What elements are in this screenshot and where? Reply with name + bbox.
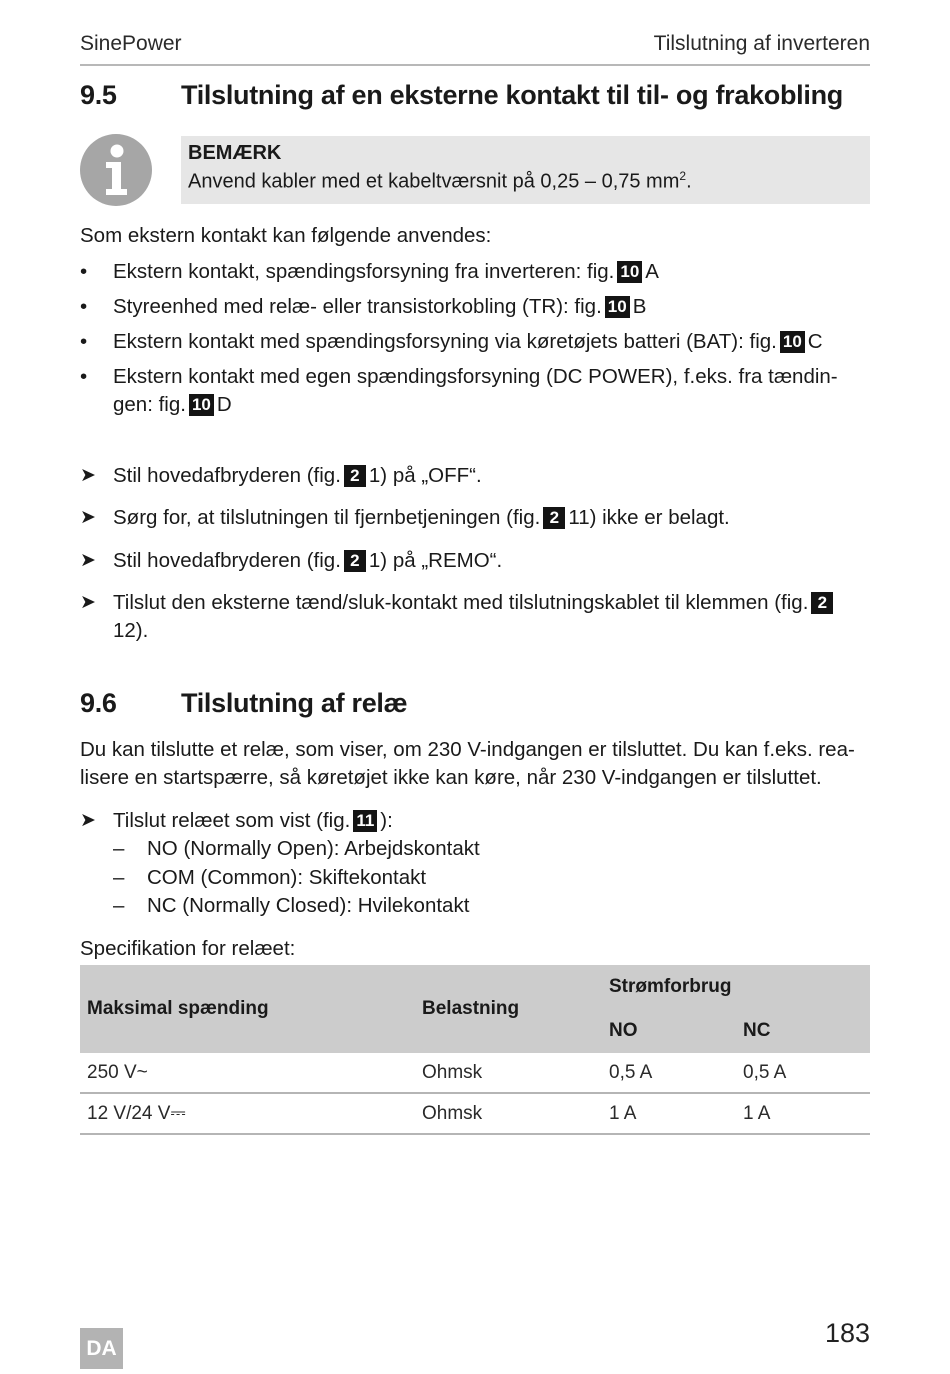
figure-ref: 10 bbox=[605, 296, 630, 318]
col-current: Strømforbrug bbox=[602, 965, 870, 1008]
intro-text: Som ekstern kontakt kan følgende anvendes: bbox=[80, 224, 492, 247]
instruction-step: ➤ Stil hovedafbryderen (fig. 2 1) på „OFF“. bbox=[80, 462, 870, 490]
instruction-step: ➤ Stil hovedafbryderen (fig. 2 1) på „REMO“. bbox=[80, 547, 870, 575]
relay-contact-list bbox=[80, 835, 870, 921]
figure-ref: 11 bbox=[353, 810, 377, 832]
cell-load: Ohmsk bbox=[415, 1093, 602, 1134]
header-chapter: Tilslutning af inverteren bbox=[653, 32, 870, 55]
table-row bbox=[80, 1053, 870, 1093]
cell-no: 1 A bbox=[602, 1093, 736, 1134]
col-load: Belastning bbox=[415, 965, 602, 1053]
section-number: 9.6 bbox=[80, 688, 117, 718]
instruction-step: ➤ Tilslut den eksterne tænd/sluk-kontakt med tilslutningskablet til klemmen (fig. 212). bbox=[80, 589, 870, 645]
cell-nc: 1 A bbox=[736, 1093, 870, 1134]
figure-ref: 2 bbox=[344, 465, 366, 487]
manual-page bbox=[80, 0, 870, 1374]
note-text: Anvend kabler med et kabeltværsnit på 0,25 – 0,75 $mm^2$. bbox=[188, 169, 692, 193]
ac-symbol: ~ bbox=[136, 1061, 148, 1083]
col-max-voltage: Maksimal spænding bbox=[80, 965, 415, 1053]
cell-no: 0,5 A bbox=[602, 1053, 736, 1093]
note-box bbox=[181, 136, 870, 204]
table-header-row bbox=[80, 965, 870, 1008]
col-no: NO bbox=[602, 1008, 736, 1053]
relay-spec-table bbox=[80, 965, 870, 1135]
note-title: BEMÆRK bbox=[188, 142, 282, 164]
running-header bbox=[80, 30, 870, 66]
page-number: 183 bbox=[824, 1318, 870, 1348]
bullet-list bbox=[80, 258, 870, 426]
table-row bbox=[80, 1093, 870, 1134]
col-nc: NC bbox=[736, 1008, 870, 1053]
list-item: • Ekstern kontakt, spændingsforsyning fra inverteren: fig. 10 A bbox=[80, 260, 659, 283]
figure-ref: 2 bbox=[811, 592, 833, 614]
header-product: SinePower bbox=[80, 32, 182, 55]
section-title: Tilslutning af relæ bbox=[181, 688, 408, 718]
arrow-icon: ➤ bbox=[80, 507, 96, 528]
note-superscript: 2 bbox=[679, 169, 687, 183]
instruction-step: ➤ Sørg for, at tilslutningen til fjernbetjeningen (fig. 2 11) ikke er belagt. bbox=[80, 504, 870, 532]
cell-nc: 0,5 A bbox=[736, 1053, 870, 1093]
figure-ref: 10 bbox=[617, 261, 642, 283]
dc-symbol: ⎓ bbox=[170, 1102, 186, 1124]
arrow-icon: ➤ bbox=[80, 465, 96, 486]
arrow-icon: ➤ bbox=[80, 810, 96, 831]
arrow-icon: ➤ bbox=[80, 592, 96, 613]
section-title: Tilslutning af en eksterne kontakt til til- og frakobling bbox=[181, 80, 843, 110]
figure-ref: 10 bbox=[189, 394, 214, 416]
list-item: • Styreenhed med relæ- eller transistorkobling (TR): fig. 10 B bbox=[80, 295, 647, 318]
list-item: – NO (Normally Open): Arbejdskontakt bbox=[113, 837, 480, 860]
list-item: – NC (Normally Closed): Hvilekontakt bbox=[113, 894, 470, 917]
list-item: • Ekstern kontakt med spændingsforsyning via køretøjets batteri (BAT): fig. 10 C bbox=[80, 330, 823, 353]
relay-intro: Du kan tilslutte et relæ, som viser, om 230 V-indgangen er tilsluttet. Du kan f.eks. rea-lisere en startspærre, så køretøjet ikke kan køre, når 230 V-indgangen er tilsluttet. bbox=[80, 738, 855, 789]
relay-step bbox=[80, 807, 870, 921]
info-icon bbox=[80, 134, 152, 206]
section-number: 9.5 bbox=[80, 80, 117, 110]
list-item: – COM (Common): Skiftekontakt bbox=[113, 865, 427, 889]
figure-ref: 2 bbox=[543, 507, 565, 529]
language-tab: DA bbox=[80, 1328, 123, 1369]
arrow-icon: ➤ bbox=[80, 550, 96, 571]
instruction-step: ➤ Tilslut relæet som vist (fig. 11 ): bbox=[80, 807, 870, 835]
figure-ref: 2 bbox=[344, 550, 366, 572]
cell-voltage: 250 V~ bbox=[80, 1053, 415, 1093]
spec-label: Specifikation for relæet: bbox=[80, 937, 296, 960]
cell-load: Ohmsk bbox=[415, 1053, 602, 1093]
cell-voltage: 12 V/24 V⎓ bbox=[80, 1093, 415, 1134]
list-item: • Ekstern kontakt med egen spændingsforsyning (DC POWER), f.eks. fra tændin-gen: fig. 10 D bbox=[80, 365, 838, 416]
figure-ref: 10 bbox=[780, 331, 805, 353]
step-list bbox=[80, 462, 870, 645]
